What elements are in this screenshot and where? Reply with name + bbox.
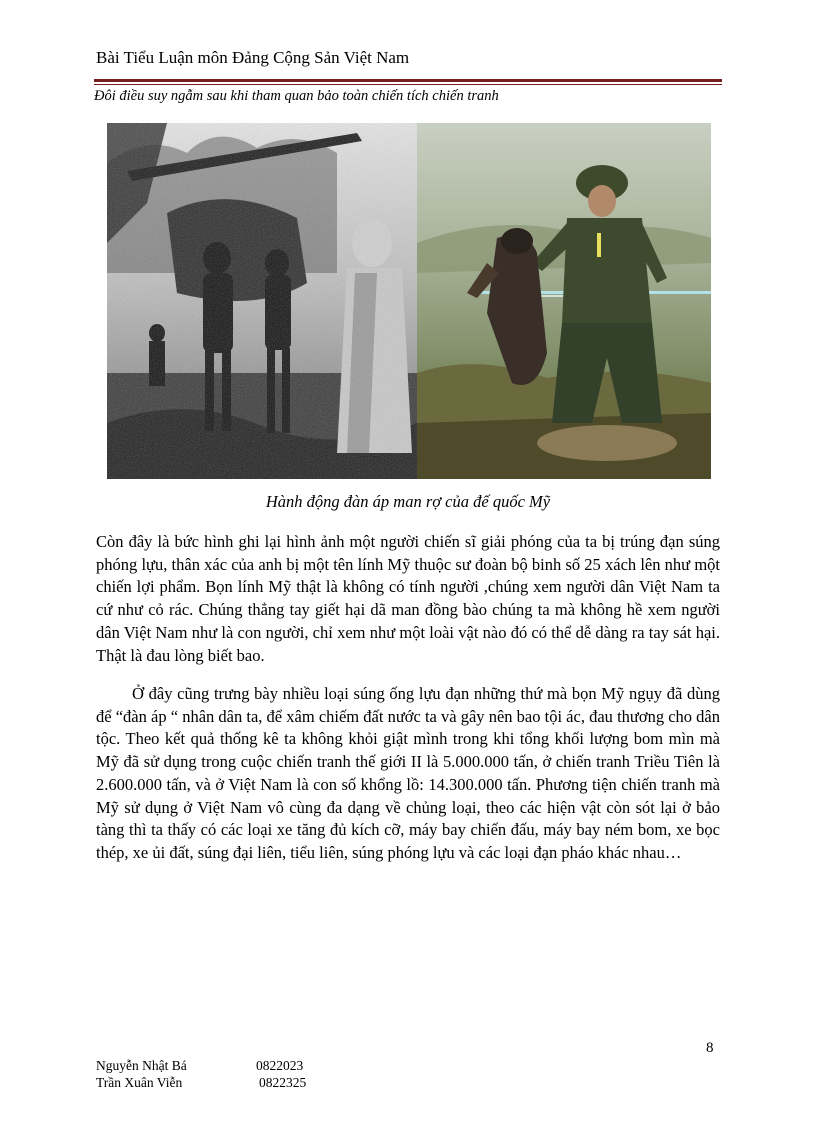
body-paragraph-1: Còn đây là bức hình ghi lại hình ảnh một người chiến sĩ giải phóng của ta bị trúng đạn súng phóng lựu, thân xác của anh bị một tên lính Mỹ thuộc sư đoàn bộ binh số 25 xách lên như một chiến lợi phẩm. Bọn lính Mỹ thật là không có tính người ,chúng xem người dân Việt Nam ta cứ như cỏ rác. Chúng thẳng tay giết hại dã man đồng bào chúng ta mà không hề xem người dân Việt Nam như là con người, chỉ xem như một loài vật nào đó có thể dễ dàng ra tay sát hại. Thật là đau lòng biết bao. (96, 532, 720, 665)
body-paragraph-2: Ở đây cũng trưng bày nhiều loại súng ống lựu đạn những thứ mà bọn Mỹ ngụy đã dùng để “đàn áp “ nhân dân ta, để xâm chiếm đất nước ta và gây nên bao tội ác, đau thương cho dân tộc. Theo kết quả thống kê ta không khỏi giật mình trong khi tổng khối lượng bom mìn mà Mỹ đã sử dụng trong cuộc chiến tranh thế giới II là 5.000.000 tấn, ở chiến tranh Triều Tiên là 2.600.000 tấn, và ở Việt Nam là con số khổng lồ: 14.300.000 tấn. Phương tiện chiến tranh mà Mỹ sử dụng ở Việt Nam vô cùng đa dạng về chủng loại, theo các hiện vật còn sót lại ở bảo tàng thì ta thấy có các loại xe tăng đủ kích cỡ, máy bay chiến đấu, máy bay ném bom, xe bọc thép, xe ủi đất, súng đại liên, tiểu liên, súng phóng lựu và các loại đạn pháo khác nhau… (96, 684, 720, 862)
footer-author-row (96, 1074, 306, 1091)
war-photo (107, 123, 711, 479)
footer-author-row (96, 1057, 306, 1074)
header-rule-thin (94, 84, 722, 85)
figure-caption: Hành động đàn áp man rợ của đế quốc Mỹ (265, 492, 551, 511)
author-name: Trần Xuân Viễn (96, 1075, 183, 1090)
page-number: 8 (706, 1040, 714, 1056)
photo-left-black-white (107, 123, 417, 479)
header-title: Bài Tiểu Luận môn Đảng Cộng Sản Việt Nam (96, 48, 410, 67)
footer-authors (96, 1057, 306, 1091)
header-rule-thick (94, 79, 722, 82)
photo-right-color (417, 123, 711, 479)
author-name: Nguyễn Nhật Bá (96, 1058, 187, 1073)
author-id: 0822023 (256, 1058, 304, 1073)
author-id: 0822325 (259, 1075, 307, 1090)
header-subtitle: Đôi điều suy ngẫm sau khi tham quan bảo toàn chiến tích chiến tranh (94, 88, 499, 104)
